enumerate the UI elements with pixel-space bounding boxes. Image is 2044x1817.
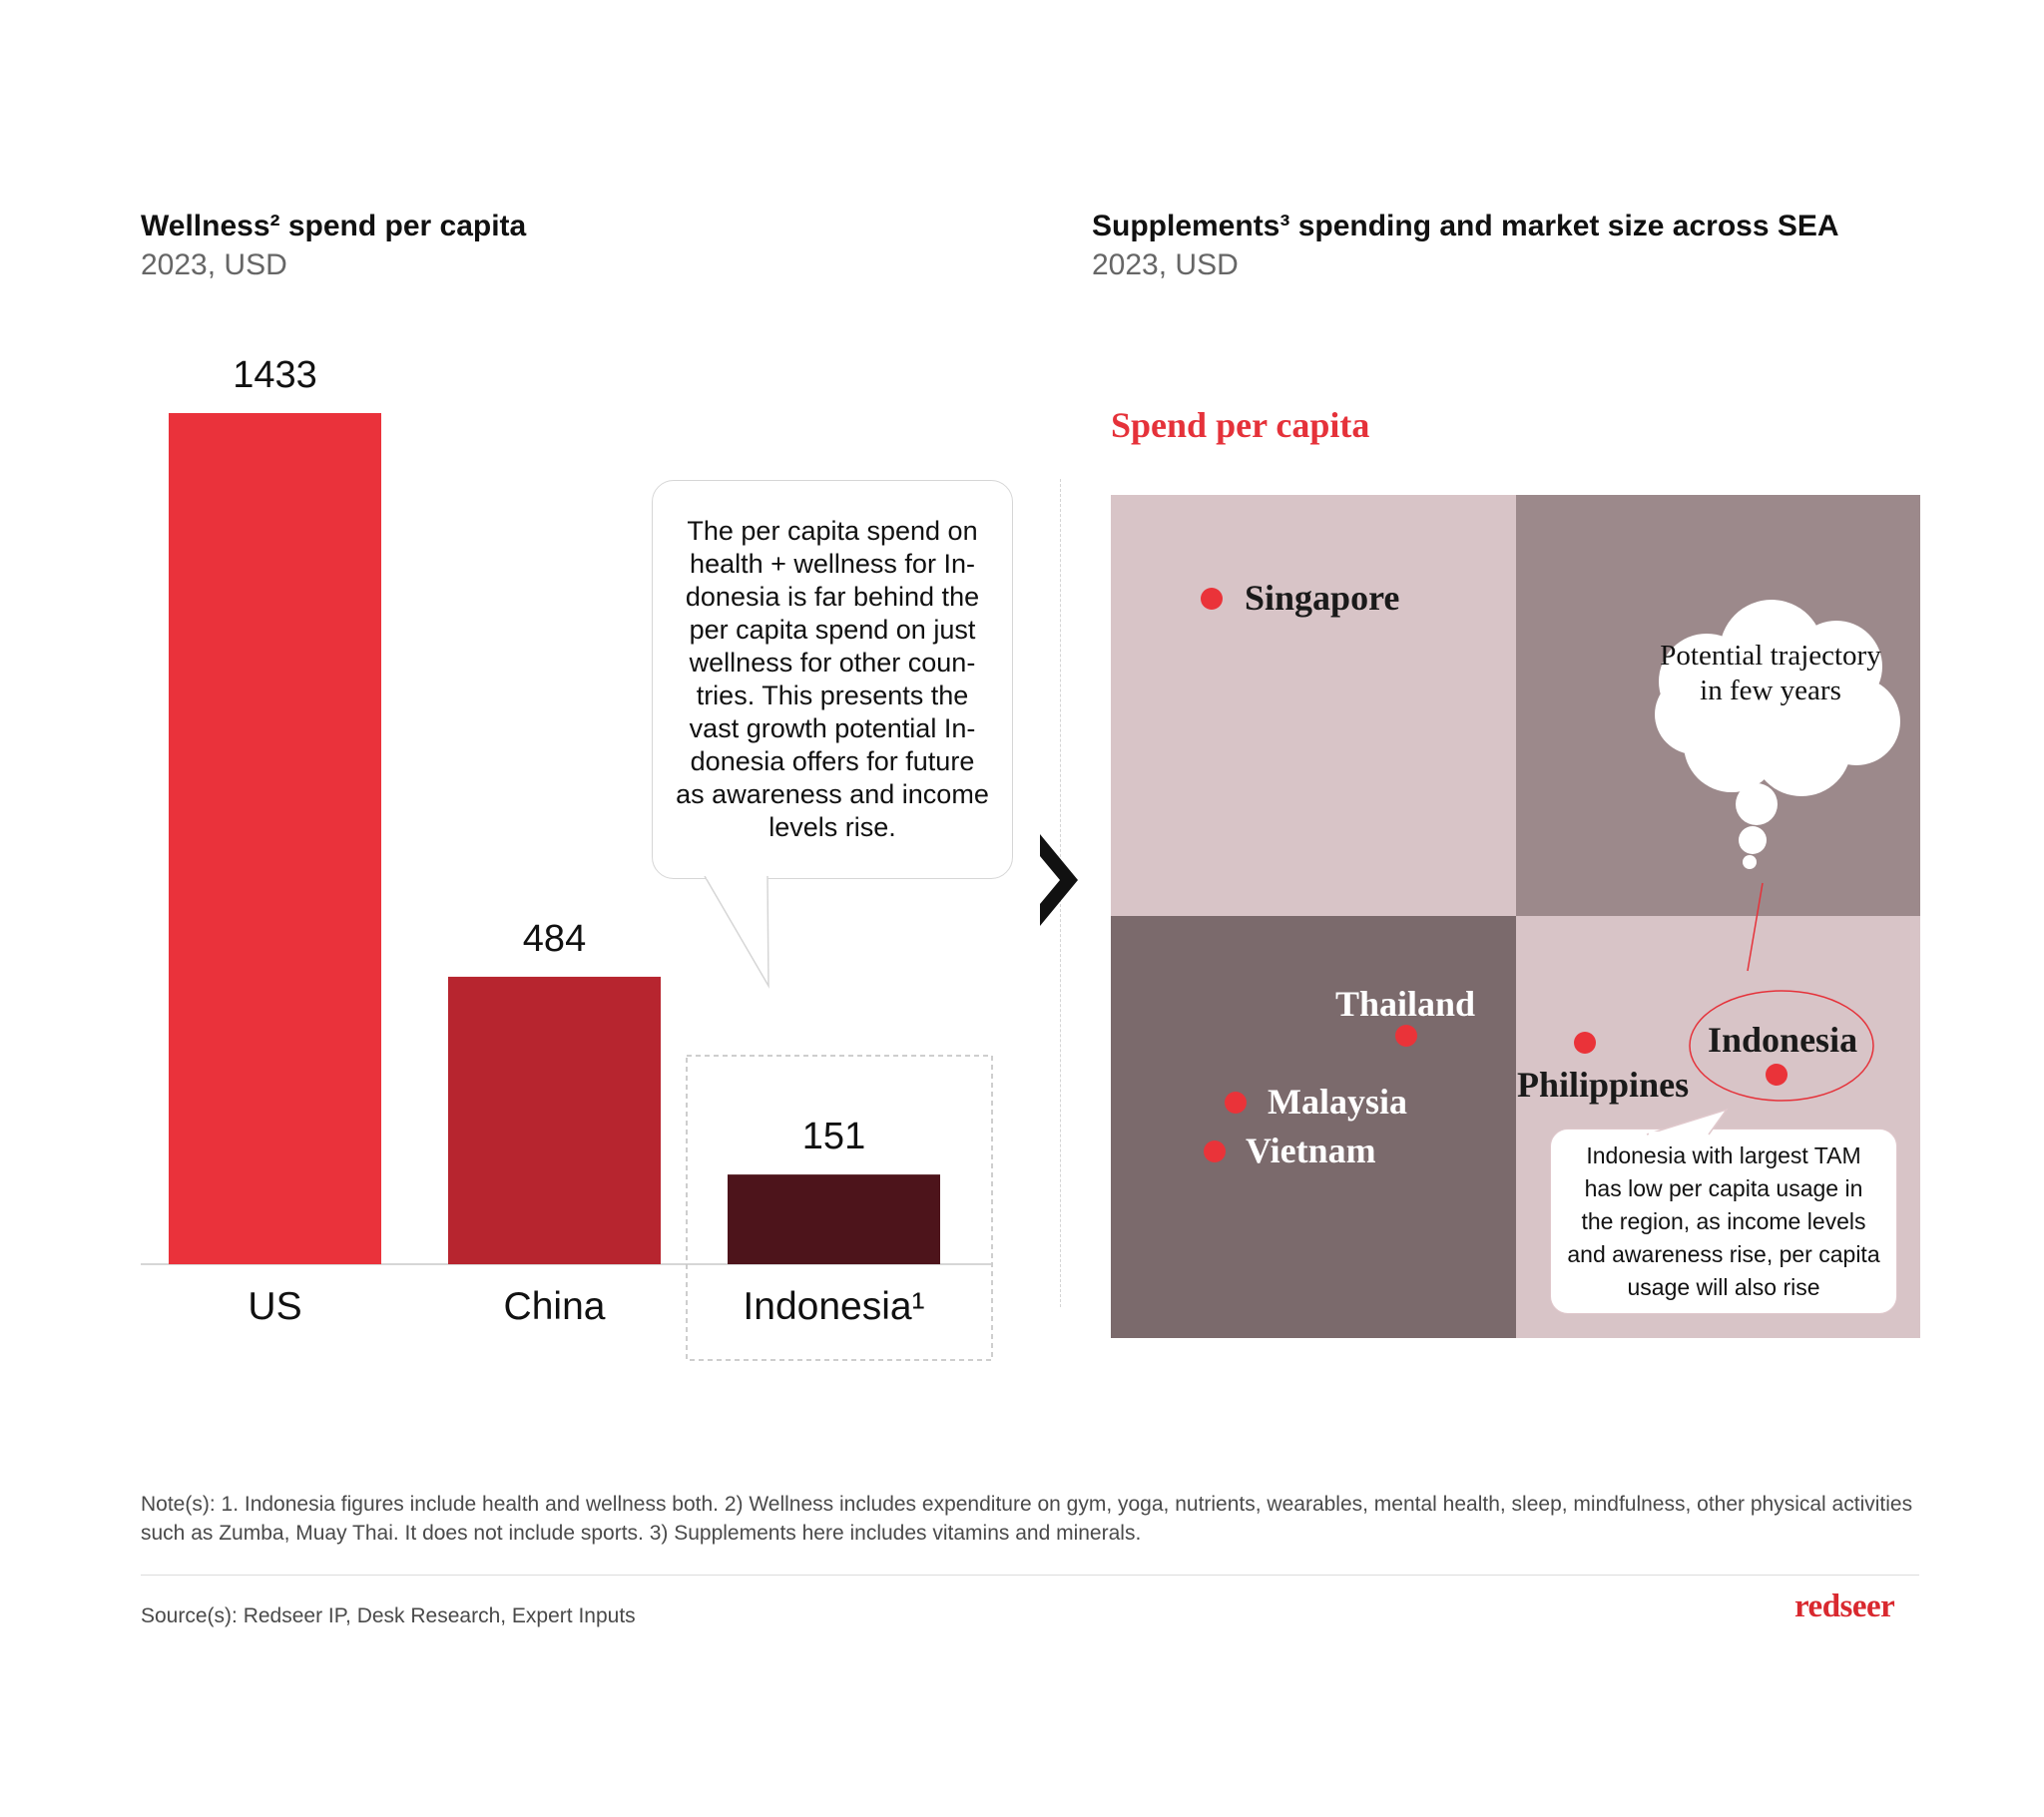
redseer-logo: redseer	[1794, 1589, 1895, 1624]
malaysia-dot	[1225, 1092, 1247, 1114]
value-label-china: 484	[522, 917, 587, 960]
footnote: Note(s): 1. Indonesia figures include health and wellness both. 2) Wellness includes expenditure on gym, yoga, nutrients, wearables, mental health, sleep, mindfulness, other physical activities such as Zumba, Muay Thai. It does not include sports. 3) Supplements here includes vitamins and minerals.	[141, 1493, 1913, 1545]
thailand-dot	[1395, 1025, 1417, 1047]
value-label-us: 1433	[233, 354, 317, 396]
thailand-label: Thailand	[1335, 984, 1476, 1024]
philippines-label: Philippines	[1517, 1065, 1690, 1105]
y-axis-label-spend-per-capita: Spend per capita	[1111, 405, 1370, 445]
footer-divider	[141, 1575, 1919, 1576]
source-text: Source(s): Redseer IP, Desk Research, Expert Inputs	[141, 1604, 636, 1627]
category-label-us: US	[248, 1285, 302, 1328]
tam-callout-tail	[1637, 1106, 1737, 1136]
value-label-indonesia: 151	[801, 1116, 866, 1158]
thought-bubble-text: Potential trajectory in few years	[1660, 640, 1881, 706]
vietnam-label: Vietnam	[1246, 1131, 1376, 1170]
tam-callout-text: Indonesia with largest TAM has low per capita usage in the region, as income levels and awareness rise, per capita usage will also rise	[1567, 1142, 1880, 1300]
indonesia-label: Indonesia	[1708, 1020, 1858, 1060]
malaysia-label: Malaysia	[1268, 1082, 1407, 1122]
right-chart-title: Supplements³ spending and market size across SEA	[1092, 210, 1839, 242]
bar-us	[169, 413, 381, 1264]
trajectory-line	[1748, 883, 1763, 971]
tam-callout	[1550, 1129, 1897, 1314]
chevron-right-icon	[1034, 830, 1084, 930]
bar-indonesia	[728, 1174, 940, 1264]
philippines-dot	[1574, 1032, 1596, 1054]
category-label-indonesia: Indonesia¹	[743, 1285, 925, 1328]
singapore-dot	[1201, 588, 1223, 610]
quadrant-top-left	[1111, 495, 1516, 916]
vietnam-dot	[1204, 1140, 1226, 1162]
callout-tail	[699, 876, 778, 991]
indonesia-dot	[1766, 1064, 1788, 1086]
singapore-label: Singapore	[1245, 578, 1400, 618]
bar-china	[448, 977, 661, 1264]
category-label-china: China	[503, 1285, 606, 1328]
indonesia-callout	[652, 480, 1013, 879]
left-chart-title: Wellness² spend per capita	[141, 210, 527, 242]
indonesia-callout-text: The per capita spend on health + wellness for In-donesia is far behind the per capita spend on just wellness for other coun-tries. This presents the vast growth potential In-donesia offers for future as awareness and income levels rise.	[676, 516, 989, 842]
left-chart-subtitle: 2023, USD	[141, 248, 287, 281]
right-chart-subtitle: 2023, USD	[1092, 248, 1239, 281]
quadrant-bottom-left	[1111, 916, 1516, 1338]
